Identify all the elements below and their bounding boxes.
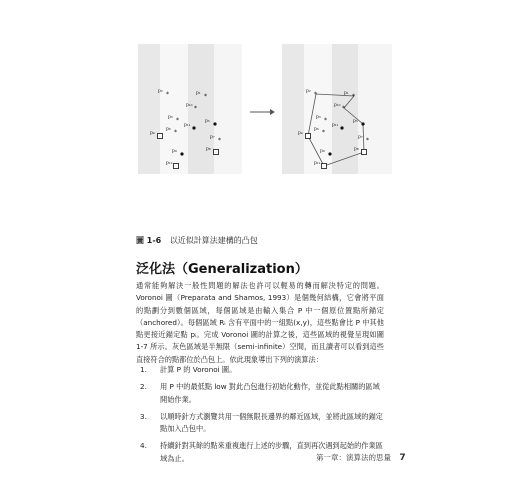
left-points-svg bbox=[138, 44, 242, 174]
point-label: p₉ bbox=[172, 149, 177, 154]
point-marker bbox=[158, 134, 163, 139]
point-label: p₁ bbox=[344, 91, 349, 96]
point-label: p₄ bbox=[150, 131, 155, 136]
point-label: p₅ bbox=[353, 119, 358, 124]
figure-panel-right bbox=[282, 44, 392, 174]
list-item: 1. 計算 P 的 Voronoi 圖。 bbox=[140, 365, 237, 374]
point-label: p₅ bbox=[205, 119, 210, 124]
point-marker: * bbox=[204, 93, 207, 100]
point-label: p₁₂ bbox=[314, 161, 321, 166]
point-marker bbox=[361, 122, 364, 125]
list-item: 3. 以順時針方式瀏覽共用一個無限長邊界的鄰近區域，並將此區域的錨定點加入凸包中。 bbox=[140, 411, 383, 434]
point-label: p₃ bbox=[316, 115, 321, 120]
point-marker bbox=[180, 152, 183, 155]
point-marker: * bbox=[194, 105, 197, 112]
point-marker bbox=[306, 134, 311, 139]
point-label: p₁₀ bbox=[334, 103, 341, 108]
arrow-right-icon bbox=[248, 106, 276, 118]
point-label: p₆ bbox=[314, 127, 319, 132]
point-marker bbox=[214, 150, 219, 155]
point-marker bbox=[192, 126, 195, 129]
point-label: p₇ bbox=[210, 135, 215, 140]
point-label: p₉ bbox=[320, 149, 325, 154]
list-item: 4. 持續針對其餘的點來重複進行上述的步驟，直到再次遇到起始的作業區域為止。 bbox=[140, 441, 383, 463]
point-label: p₆ bbox=[166, 127, 171, 132]
figure-convex-hull bbox=[138, 44, 392, 174]
body-paragraph: 通常能夠解決一般性問題的解法也許可以輕易的轉而解決特定的問題。Voronoi 圖（Preparata and Shamos, 1993）是個幾何結構，它會將平面的點劃分到數個區域，每個區域是由輸入集合 P 中一個原位置點所錨定（anchored）。每個區域 Rᵢ 含有平面中的一組點(x,y)，這些點會比 P 中其他點更接近錨定點 pᵢ。完成 Voronoi 圖的計算之後，這些區域的視覺呈現如圖 1-7 所示。灰色區域是半無限（semi-infinite）空間，而且讀者可以看到這些直接符合的點都位於凸包上。依此現象導出下列的演算法： bbox=[136, 281, 384, 364]
point-label: p₁₁ bbox=[184, 123, 191, 128]
point-marker: * bbox=[324, 117, 327, 124]
point-label: p₁ bbox=[196, 91, 201, 96]
point-label: p₇ bbox=[358, 135, 363, 140]
caption-text: 以近似計算法建構的凸包 bbox=[169, 236, 258, 245]
figure-panel-left bbox=[138, 44, 242, 174]
section-heading: 泛化法（Generalization） bbox=[136, 262, 308, 277]
point-marker: * bbox=[352, 93, 355, 100]
point-marker: * bbox=[218, 137, 221, 144]
right-hull-svg bbox=[282, 44, 392, 174]
point-label: p₈ bbox=[206, 147, 211, 152]
point-marker bbox=[174, 164, 179, 169]
point-marker: * bbox=[166, 91, 169, 98]
list-item: 2. 用 P 中的最低點 low 對此凸包進行初始化動作，並從此點相關的區域開始作業。 bbox=[140, 382, 380, 404]
footer-chapter: 第一章：演算法的思量 bbox=[316, 453, 391, 462]
caption-number: 圖 1-6 bbox=[136, 236, 162, 245]
point-label: p₁₁ bbox=[332, 123, 339, 128]
page-footer bbox=[316, 452, 406, 463]
point-marker: * bbox=[176, 117, 179, 124]
point-marker: * bbox=[174, 129, 177, 136]
point-label: p₁₀ bbox=[186, 103, 193, 108]
point-label: p₄ bbox=[298, 131, 303, 136]
point-marker bbox=[213, 122, 216, 125]
point-label: p₈ bbox=[354, 147, 359, 152]
page-number: 7 bbox=[399, 453, 406, 463]
point-marker bbox=[328, 152, 331, 155]
point-label: p₃ bbox=[168, 115, 173, 120]
point-marker: * bbox=[314, 91, 317, 98]
point-marker: * bbox=[322, 129, 325, 136]
point-marker bbox=[322, 164, 327, 169]
point-label: p₂ bbox=[158, 89, 163, 94]
figure-caption bbox=[136, 235, 258, 246]
point-marker bbox=[340, 126, 343, 129]
point-marker: * bbox=[342, 105, 345, 112]
point-marker: * bbox=[366, 137, 369, 144]
point-marker bbox=[362, 150, 367, 155]
point-label: p₁₂ bbox=[166, 161, 173, 166]
point-label: p₂ bbox=[306, 89, 311, 94]
